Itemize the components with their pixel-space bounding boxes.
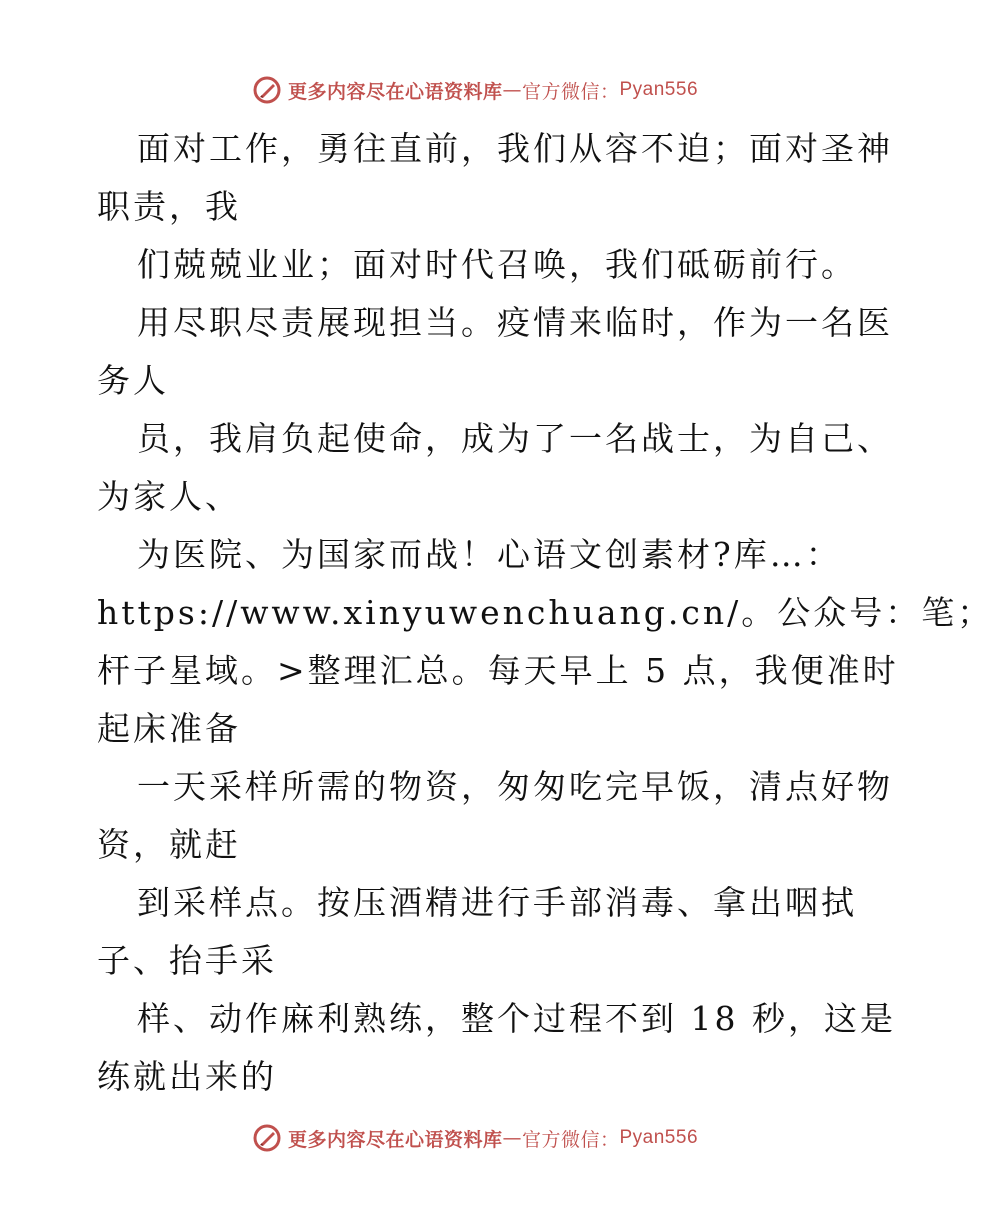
text-line: 子、抬手采 [97, 941, 277, 980]
header-watermark [0, 70, 950, 110]
footer-official-label: 官方微信： [521, 1128, 620, 1151]
footer-brand: 更多内容尽在心语资料库 [287, 1128, 503, 1151]
text-line: 职责，我 [97, 187, 241, 226]
text-line: 起床准备 [97, 709, 241, 748]
pen-logo-icon [252, 1123, 282, 1153]
header-official-label: 官方微信： [521, 80, 620, 103]
footer-watermark [0, 1118, 950, 1158]
document-body [97, 120, 993, 1106]
text-line: 资，就赶 [97, 825, 241, 864]
text-line: 们兢兢业业；面对时代召唤，我们砥砺前行。 [137, 245, 857, 284]
footer-separator: — [502, 1127, 522, 1149]
text-line: 为医院、为国家而战！心语文创素材?库…： [137, 535, 842, 574]
text-line: 面对工作，勇往直前，我们从容不迫；面对圣神 [137, 129, 893, 168]
text-line: 杆子星域。>整理汇总。每天早上 5 点，我便准时 [97, 651, 899, 690]
header-separator: — [502, 79, 522, 101]
text-line: 到采样点。按压酒精进行手部消毒、拿出咽拭 [137, 883, 857, 922]
header-wechat-id: Pyan556 [619, 79, 699, 100]
text-line: 务人 [97, 361, 169, 400]
text-line: 用尽职尽责展现担当。疫情来临时，作为一名医 [137, 303, 893, 342]
text-line: 练就出来的 [97, 1057, 277, 1096]
header-brand: 更多内容尽在心语资料库 [287, 80, 503, 103]
text-line: 一天采样所需的物资，匆匆吃完早饭，清点好物 [137, 767, 893, 806]
text-line: 为家人、 [97, 477, 241, 516]
pen-logo-icon [252, 75, 282, 105]
text-line: https://www.xinyuwenchuang.cn/。公众号：笔； [97, 593, 993, 632]
text-line: 样、动作麻利熟练，整个过程不到 18 秒，这是 [137, 999, 896, 1038]
footer-wechat-id: Pyan556 [619, 1127, 699, 1148]
text-line: 员，我肩负起使命，成为了一名战士，为自己、 [137, 419, 893, 458]
